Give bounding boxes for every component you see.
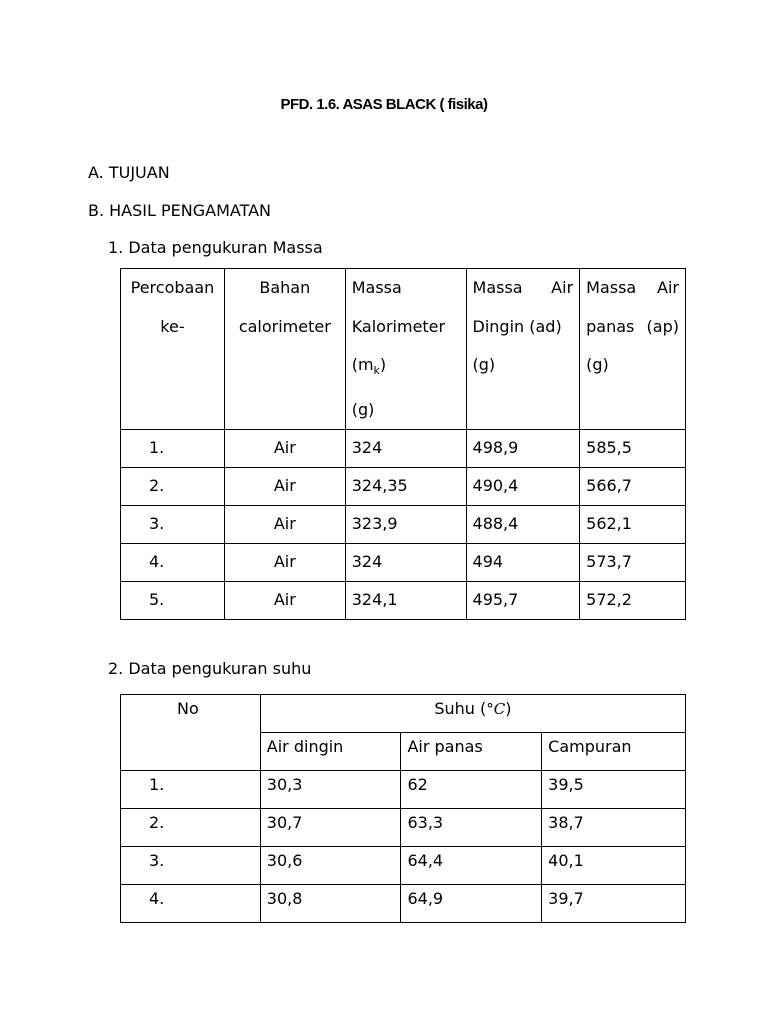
table-cell: 30,3 — [260, 771, 401, 809]
table-cell: 324,35 — [345, 468, 466, 506]
header-massa-kalorimeter: Massa Kalorimeter $(m_k)$ (g) — [345, 269, 466, 430]
table-row — [121, 771, 686, 809]
table-cell: 39,7 — [542, 885, 686, 923]
table-cell: 494 — [466, 544, 580, 582]
table-cell: 64,4 — [401, 847, 542, 885]
table-cell: 2. — [121, 809, 261, 847]
table-row — [121, 430, 686, 468]
subsection-1-heading: 1. Data pengukuran Massa — [108, 238, 323, 257]
table-cell: 38,7 — [542, 809, 686, 847]
table-row — [121, 885, 686, 923]
temperature-measurement-table — [120, 694, 686, 923]
table-cell: 40,1 — [542, 847, 686, 885]
table-cell: 30,6 — [260, 847, 401, 885]
document-title: PFD. 1.6. ASAS BLACK ( fisika) — [280, 96, 488, 113]
table-cell: 324 — [345, 544, 466, 582]
table-cell: 64,9 — [401, 885, 542, 923]
table-cell: 1. — [121, 771, 261, 809]
header-air-panas: Air panas — [401, 733, 542, 771]
table-row — [121, 582, 686, 620]
table-cell: 495,7 — [466, 582, 580, 620]
table-cell: Air — [224, 582, 345, 620]
header-percobaan: Percobaan ke- — [121, 269, 225, 430]
table-cell: 62 — [401, 771, 542, 809]
header-campuran: Campuran — [542, 733, 686, 771]
table-cell: 63,3 — [401, 809, 542, 847]
header-massa-air-dingin: Massa Air Dingin (ad) (g) — [466, 269, 580, 430]
header-massa-air-panas: Massa Air panas (ap) (g) — [580, 269, 686, 430]
section-b-heading: B. HASIL PENGAMATAN — [88, 201, 272, 220]
subsection-2-heading: 2. Data pengukuran suhu — [108, 659, 312, 678]
table-cell: 39,5 — [542, 771, 686, 809]
section-a-heading: A. TUJUAN — [88, 163, 170, 182]
table-cell: 324 — [345, 430, 466, 468]
table-row — [121, 506, 686, 544]
table-row — [121, 809, 686, 847]
table-cell: 490,4 — [466, 468, 580, 506]
mass-measurement-table — [120, 268, 686, 620]
table-cell: 585,5 — [580, 430, 686, 468]
table-cell: 5. — [121, 582, 225, 620]
table-cell: Air — [224, 468, 345, 506]
table-cell: 30,8 — [260, 885, 401, 923]
table-cell: 572,2 — [580, 582, 686, 620]
table-cell: 498,9 — [466, 430, 580, 468]
header-bahan: Bahan calorimeter — [224, 269, 345, 430]
table-row — [121, 468, 686, 506]
table-cell: 3. — [121, 506, 225, 544]
table-cell: 573,7 — [580, 544, 686, 582]
table-cell: 566,7 — [580, 468, 686, 506]
table-cell: Air — [224, 430, 345, 468]
table-cell: 562,1 — [580, 506, 686, 544]
table-cell: 30,7 — [260, 809, 401, 847]
table-cell: Air — [224, 506, 345, 544]
table-cell: Air — [224, 544, 345, 582]
table-cell: 323,9 — [345, 506, 466, 544]
table-header-row — [121, 695, 686, 733]
header-suhu: Suhu (°C) — [260, 695, 685, 733]
table-row — [121, 544, 686, 582]
header-no: No — [121, 695, 261, 771]
table-cell: 1. — [121, 430, 225, 468]
table-cell: 488,4 — [466, 506, 580, 544]
table-row — [121, 847, 686, 885]
table-header-row — [121, 269, 686, 430]
table-cell: 4. — [121, 544, 225, 582]
table-cell: 2. — [121, 468, 225, 506]
table-cell: 324,1 — [345, 582, 466, 620]
table-cell: 3. — [121, 847, 261, 885]
header-air-dingin: Air dingin — [260, 733, 401, 771]
table-cell: 4. — [121, 885, 261, 923]
